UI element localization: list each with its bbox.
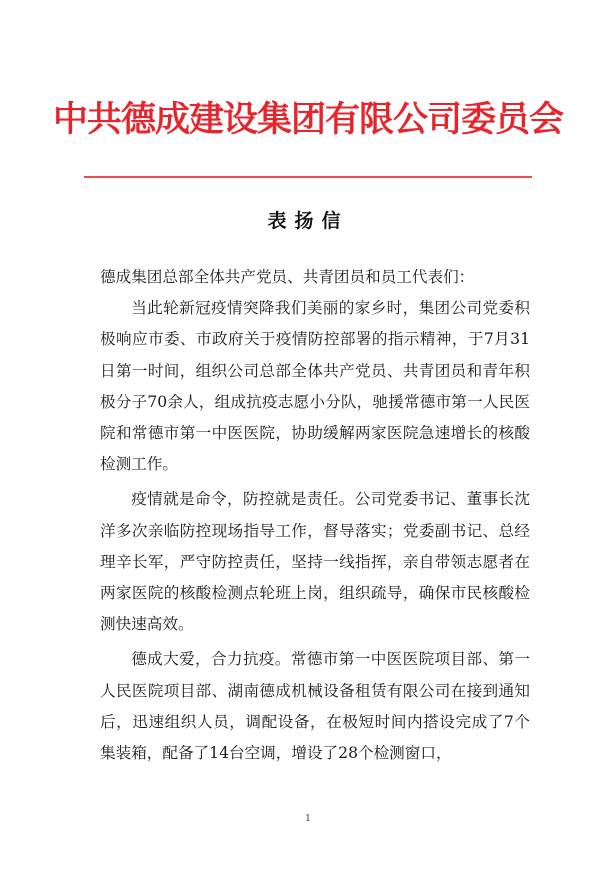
document-title: 表扬信	[267, 210, 349, 232]
salutation: 德成集团总部全体共产党员、共青团员和员工代表们：	[100, 268, 475, 286]
letterhead-organization: 中共德成建设集团有限公司委员会	[52, 100, 563, 140]
paragraph-1: 当此轮新冠疫情突降我们美丽的家乡时，集团公司党委积极响应市委、市政府关于疫情防控部署的指示精神，于7月31日第一时间，组织公司总部全体共产党员、共青团员和青年积极分子70余人，组成抗疫志愿小分队，驰援常德市第一人民医院和常德市第一中医医院，协助缓解两家医院急速增长的核酸检测工作。	[100, 299, 530, 474]
letter-body	[100, 262, 530, 769]
paragraph-2: 疫情就是命令，防控就是责任。公司党委书记、董事长沈洋多次亲临防控现场指导工作，督导落实；党委副书记、总经理辛长军，严守防控责任，坚持一线指挥，亲自带领志愿者在两家医院的核酸检测点轮班上岗，组织疏导，确保市民核酸检测快速高效。	[100, 490, 530, 634]
paragraph-3: 德成大爱，合力抗疫。常德市第一中医医院项目部、第一人民医院项目部、湖南德成机械设备租赁有限公司在接到通知后，迅速组织人员，调配设备，在极短时间内搭设完成了7个集装箱，配备了14台空调，增设了28个检测窗口，	[100, 650, 530, 763]
letterhead-divider	[84, 176, 532, 178]
page-number: 1	[305, 814, 311, 824]
